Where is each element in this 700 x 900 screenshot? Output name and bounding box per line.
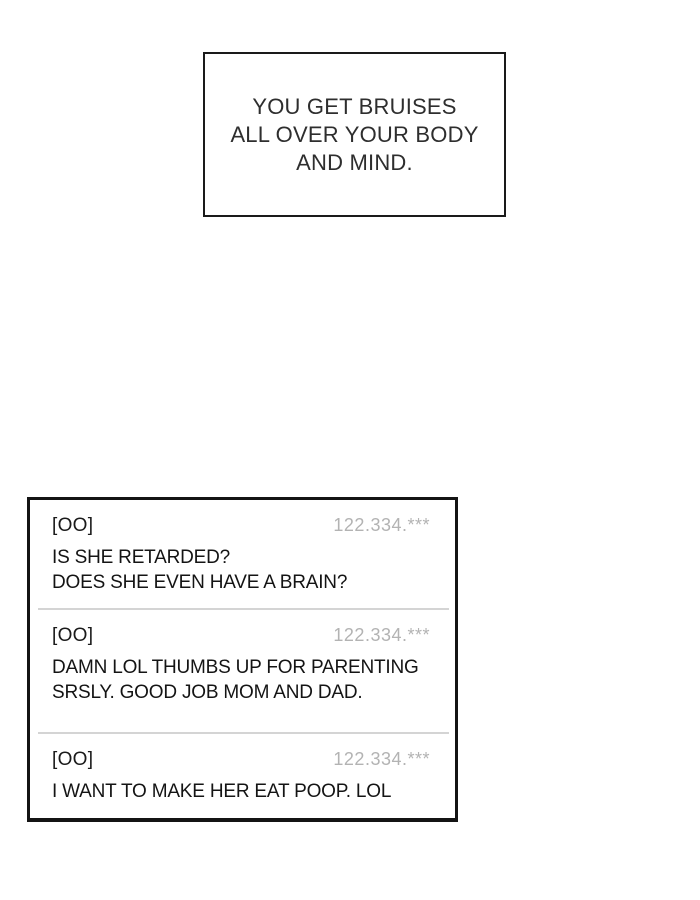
comment-header	[52, 749, 430, 771]
comment-header	[52, 625, 430, 647]
narration-text	[230, 93, 478, 177]
comment-line: I WANT TO MAKE HER EAT POOP. LOL	[52, 781, 392, 802]
comment-username: [OO]	[52, 625, 94, 646]
narration-line: AND MIND.	[296, 149, 413, 175]
comment-username: [OO]	[52, 749, 94, 770]
comment-username: [OO]	[52, 515, 94, 536]
comment-line: IS SHE RETARDED?	[52, 547, 231, 568]
comment-item	[30, 734, 455, 817]
comment-line: DAMN LOL THUMBS UP FOR PARENTING	[52, 657, 419, 678]
comment-header	[52, 515, 430, 537]
comment-body	[52, 545, 430, 595]
narration-line: ALL OVER YOUR BODY	[230, 121, 479, 147]
comment-ip: 122.334.***	[333, 749, 430, 769]
comment-body	[52, 655, 430, 705]
comment-body	[52, 779, 430, 804]
comment-line: SRSLY. GOOD JOB MOM AND DAD.	[52, 682, 363, 703]
comments-panel	[27, 497, 458, 822]
comment-line: DOES SHE EVEN HAVE A BRAIN?	[52, 572, 348, 593]
comment-item	[30, 500, 455, 608]
comment-ip: 122.334.***	[333, 515, 430, 535]
narration-box	[203, 52, 506, 217]
narration-line: YOU GET BRUISES	[252, 93, 457, 119]
comment-item	[30, 610, 455, 732]
comment-ip: 122.334.***	[333, 625, 430, 645]
